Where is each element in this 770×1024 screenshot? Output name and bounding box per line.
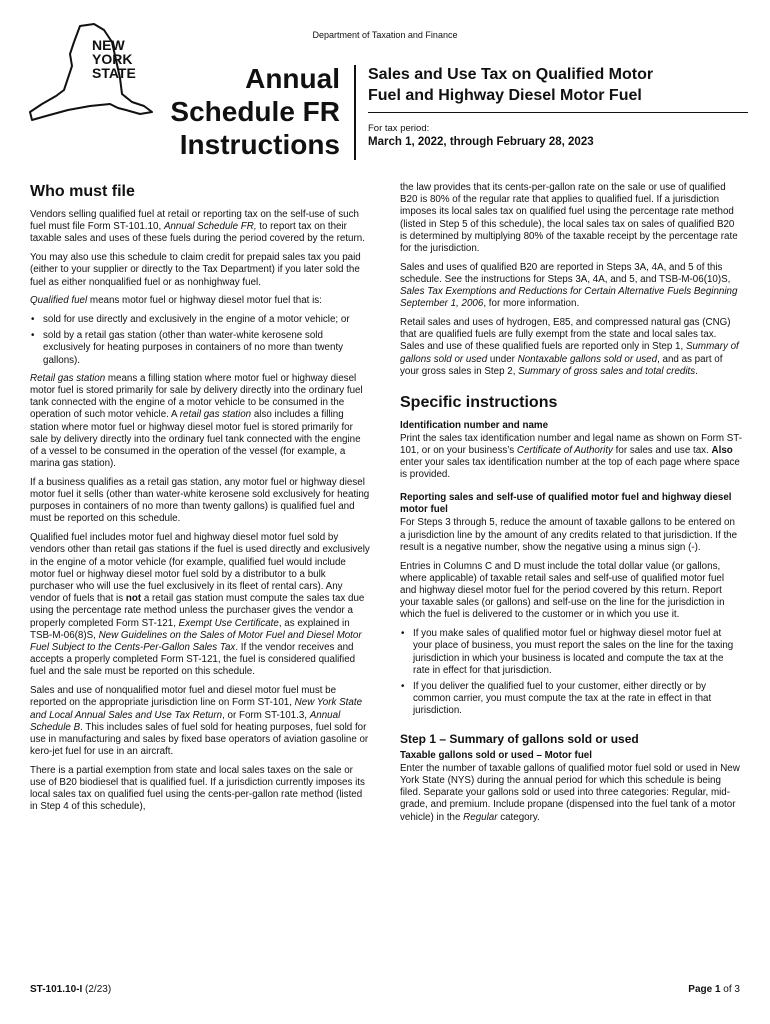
- department-name: Department of Taxation and Finance: [312, 30, 458, 40]
- new-york-state-logo-icon: [28, 20, 156, 132]
- text: , as explained in TSB-M-06(8)S,: [30, 617, 350, 641]
- right-column: [400, 182, 742, 830]
- paragraph-b20-continued: the law provides that its cents-per-gallon rate on the sale or use of qualified B20 is 80% of the regular rate that applies to qualified fuel. If a jurisdiction imposes its local sales tax on qualified fuel using the percentage rate method (listed in Step 5 of this schedule), the local sales tax on sales of qualified B20 is determined by multiplying 80% of the taxable receipt by the percentage rate for the jurisdiction.: [400, 182, 738, 255]
- text: a retail gas station must compute the sales tax due using the percentage rate method unless the purchaser gives the vendor a properly completed Form ST-121,: [30, 593, 365, 629]
- paragraph-qualifies: If a business qualifies as a retail gas station, any motor fuel or highway diesel motor fuel it sells (other than water-white kerosene sold exclusively for heating purposes in containers of no more than twenty gallons) is qualified fuel and must be reported on this schedule.: [30, 476, 370, 525]
- heading-reporting: Reporting sales and self-use of qualified motor fuel and highway diesel motor fuel: [400, 492, 732, 516]
- list-item: • sold for use directly and exclusively in the engine of a motor vehicle; or: [30, 314, 370, 326]
- document-title: [150, 62, 340, 161]
- subtitle-line-2: Fuel and Highway Diesel Motor Fuel: [368, 87, 642, 104]
- reporting-list: [400, 628, 742, 717]
- text: for sales and use tax.: [612, 444, 712, 456]
- paragraph-retail-gas-station: [30, 373, 370, 471]
- text: Enter the number of taxable gallons of qualified motor fuel sold or used in New York State (NYS) during the annual period for which this schedule is being filed. Separate your gallons sold or used into three categories: Regular, mid-grade, and premium. Include propane (dispensed into the fuel tank of a motor vehicle) in the: [400, 762, 740, 823]
- paragraph-vendors: [30, 209, 370, 246]
- logo-line-3: STATE: [92, 65, 136, 81]
- heading-taxable-gallons: Taxable gallons sold or used – Motor fuel: [400, 749, 592, 761]
- text: category.: [497, 811, 540, 823]
- paragraph-taxable-gallons: [400, 763, 742, 824]
- text-bold: ST-101.10-I: [30, 984, 83, 995]
- text-bold: Page 1: [688, 984, 721, 995]
- text-italic: Annual Schedule FR,: [163, 221, 257, 233]
- left-column: [30, 182, 370, 820]
- text-bold: Also: [711, 444, 733, 456]
- qualified-fuel-list: [30, 314, 370, 367]
- text: . If the vendor receives and accepts a properly completed Form ST-121, the fuel is considered qualified fuel and the sale must be reported on this schedule.: [30, 642, 356, 678]
- text: to report tax on their taxable sales and uses of these fuels during the period covered by the return.: [30, 221, 365, 245]
- form-number: [30, 984, 111, 995]
- text: Sales and uses of qualified B20 are reported in Steps 3A, 4A, and 5 of this schedule. See the instructions for Steps 3A, 4A, and 5, and TSB-M-06(10)S,: [400, 261, 731, 285]
- list-item: • If you make sales of qualified motor fuel or highway diesel motor fuel at your place of business, you must report the sales on the line for the taxing jurisdiction in which your business is located and compute the tax at the rate in effect for that jurisdiction.: [400, 628, 742, 677]
- subtitle-rule: [368, 112, 748, 113]
- text: also includes a filling station where motor fuel or highway diesel motor fuel is stored primarily for sale by delivery directly into the ordinary fuel tank connected with the engine of a vessel to be consumed in the operation of the vessel (for example, a marina gas station).: [30, 409, 361, 470]
- text: . This includes sales of fuel sold for heating purposes, fuel sold for use in manufacturing and sales by fixed base operators of aviation gasoline or kero-jet fuel for use in an aircraft.: [30, 721, 369, 758]
- text: Print the sales tax identification number and legal name as shown on Form ST-101, or on your business’s: [400, 432, 742, 456]
- text-bold: not: [125, 593, 142, 605]
- paragraph-identification: [400, 433, 742, 482]
- subtitle-line-1: Sales and Use Tax on Qualified Motor: [368, 66, 654, 83]
- text: .: [695, 365, 698, 377]
- text: , and as part of your gross sales in Step 2,: [400, 353, 723, 377]
- text-italic: Certificate of Authority: [516, 444, 613, 456]
- paragraph-steps-3-5: For Steps 3 through 5, reduce the amount of taxable gallons to be entered on a jurisdiction line by the amount of any credits related to that jurisdiction. If the result is a negative number, show the negative using a minus sign (-).: [400, 517, 738, 553]
- text-italic: Annual Schedule B: [30, 709, 341, 733]
- title-line-1: Annual: [245, 63, 340, 94]
- paragraph-b20-steps: [400, 262, 742, 311]
- paragraph-nonqualified: [30, 685, 370, 758]
- text: Qualified fuel includes motor fuel and highway diesel motor fuel sold by vendors other than retail gas stations if the fuel is used directly and exclusively in the engine of a motor vehicle (for example, qualified fuel would include motor fuel or highway diesel motor fuel sold by a distributor to a bulk purchaser who will use the fuel exclusively in its fleet of rental cars). Any vendor of fuels that is: [30, 532, 370, 605]
- title-divider: [354, 65, 356, 160]
- paragraph-b20: There is a partial exemption from state and local sales taxes on the sale or use of B20 biodiesel that is qualified fuel. If a jurisdiction currently imposes its local sales tax on qualified fuel using the cents-per-gallon rate method (listed in Step 4 of this schedule),: [30, 764, 365, 813]
- logo-line-2: YORK: [92, 51, 133, 67]
- heading-identification: Identification number and name: [400, 419, 549, 431]
- text: (2/23): [82, 984, 112, 995]
- text-italic: New York State and Local Annual Sales and Use Tax Return: [30, 697, 363, 721]
- list-item: • If you deliver the qualified fuel to your customer, either directly or by common carrier, you must compute the tax at the rate in effect in that jurisdiction.: [400, 681, 742, 718]
- text-italic: Sales Tax Exemptions and Reductions for Certain Alternative Fuels Beginning September 1, 2006: [400, 286, 738, 310]
- text-italic: Retail gas station: [30, 372, 106, 384]
- text-italic: Nontaxable gallons sold or used: [517, 353, 658, 365]
- tax-period: March 1, 2022, through February 28, 2023: [368, 136, 594, 148]
- text-italic: retail gas station: [179, 409, 252, 421]
- text: , or Form ST-101.3,: [222, 709, 310, 721]
- heading-specific-instructions: Specific instructions: [400, 393, 558, 411]
- paragraph-qualified-includes: [30, 532, 370, 678]
- tax-period-label: For tax period:: [368, 123, 430, 134]
- heading-step-1: Step 1 – Summary of gallons sold or used: [400, 731, 639, 746]
- paragraph-columns-c-d: Entries in Columns C and D must include the total dollar value (or gallons, where applicable) of taxable retail sales and self-use of qualified motor fuel and highway diesel motor fuel for the period covered by this return. Report your taxable sales (or gallons) and self-use on the line for the jurisdiction in which the fuel is delivered to the customer or in which you use it.: [400, 560, 725, 621]
- text: means a filling station where motor fuel or highway diesel motor fuel is stored primarily for sale by delivery directly into the ordinary fuel tank connected with the engine of a motor vehicle to be consumed in the operation of such motor vehicle. A: [30, 372, 363, 421]
- text-italic: Exempt Use Certificate: [178, 617, 279, 629]
- text: of 3: [720, 984, 740, 995]
- paragraph-credit: You may also use this schedule to claim credit for prepaid sales tax you paid (either to your supplier or directly to the Tax Department) if you later sold the fuel as either nonqualified fuel or as nonhighway fuel.: [30, 252, 361, 288]
- text: Sales and use of nonqualified motor fuel and diesel motor fuel must be reported on the appropriate jurisdiction line on Form ST-101,: [30, 685, 337, 709]
- text-italic: Summary of gross sales and total credits: [518, 365, 696, 377]
- text: Retail sales and uses of hydrogen, E85, and compressed natural gas (CNG) that are qualified fuels are fully exempt from the state and local sales tax. Sales and use of these qualified fuels are reported only in Step 1,: [400, 317, 731, 353]
- title-line-3: Instructions: [179, 129, 340, 160]
- text: enter your sales tax identification number at the top of each page where space is provided.: [400, 457, 740, 481]
- text: Vendors selling qualified fuel at retail or reporting tax on the self-use of such fuel must file Form ST-101.10,: [30, 209, 359, 233]
- heading-who-must-file: Who must file: [30, 183, 135, 200]
- text: under: [487, 353, 518, 365]
- logo-line-1: NEW: [92, 37, 125, 53]
- text: means motor fuel or highway diesel motor fuel that is:: [87, 295, 322, 307]
- title-line-2: Schedule FR: [170, 96, 340, 127]
- text-italic: New Guidelines on the Sales of Motor Fuel and Diesel Motor Fuel Subject to the Cents-Per-Gallon Sales Tax: [30, 629, 362, 653]
- text: , for more information.: [483, 298, 580, 310]
- paragraph-qualified-fuel: [30, 295, 370, 307]
- list-item: • sold by a retail gas station (other than water-white kerosene sold exclusively for heating purposes in containers of no more than twenty gallons).: [30, 330, 370, 367]
- text-italic: Summary of gallons sold or used: [400, 341, 739, 365]
- text-italic: Qualified fuel: [30, 295, 88, 307]
- text-italic: Regular: [463, 811, 498, 823]
- paragraph-hydrogen: [400, 317, 742, 378]
- page-number: [688, 984, 740, 995]
- document-subtitle: [368, 64, 748, 106]
